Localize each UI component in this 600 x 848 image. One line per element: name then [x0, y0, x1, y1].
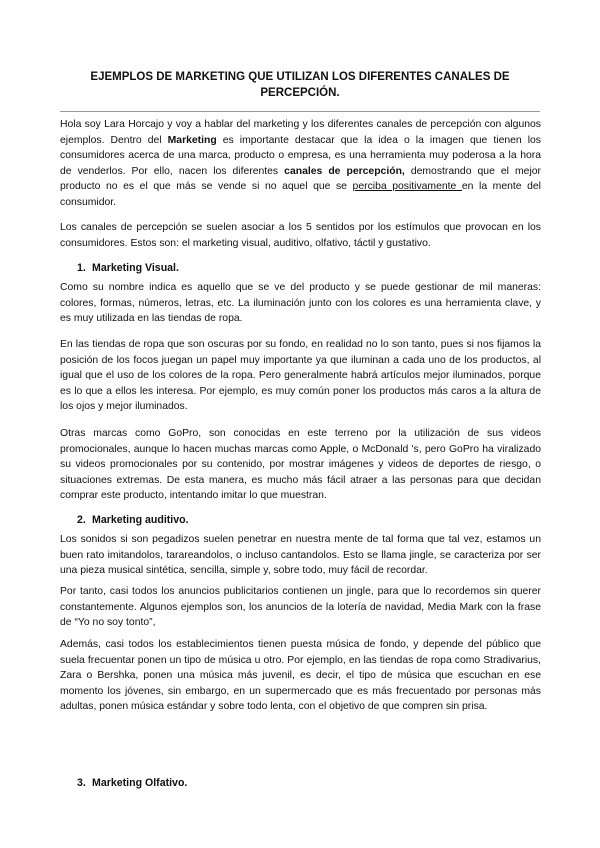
intro-text-2: es importante destacar que la idea o la imagen que tienen los consumidores acerca de una marca, producto o empresa, es una herramienta muy poderosa a la hora de venderlos. Por ello, nacen los diferentes: [60, 134, 541, 177]
section-heading-text: Marketing Visual.: [92, 262, 179, 274]
section-heading-auditivo: [77, 513, 189, 528]
title-divider: [60, 111, 540, 112]
section-number: 2.: [77, 514, 86, 526]
auditivo-paragraph-1: Los sonidos si son pegadizos suelen penetrar en nuestra mente de tal forma que tal vez, estamos un buen rato imitandolos, tarareandolos, o incluso cantandolos. Esto se llama jingle, se caracteriza por ser una pieza musical sintética, sencilla, simple y, sobre todo, muy fácil de recordar.: [60, 534, 541, 576]
section-heading-text: Marketing Olfativo.: [92, 777, 188, 789]
intro-bold-canales: canales de percepción,: [284, 165, 405, 177]
visual-paragraph-1: Como su nombre indica es aquello que se ve del producto y se puede gestionar de mil maneras: colores, formas, números, letras, etc. La iluminación junto con los colores es una herramienta clave, y es muy utilizada en las tiendas de ropa.: [60, 282, 541, 324]
intro-bold-marketing: Marketing: [167, 134, 217, 146]
section-heading-olfativo: [77, 776, 187, 791]
visual-paragraph-3: Otras marcas como GoPro, son conocidas en este terreno por la utilización de sus videos promocionales, aunque lo hacen muchas marcas como Apple, o McDonald 's, pero GoPro ha viralizado su videos promocionales por su contenido, por mostrar imágenes y videos de deportes de riesgo, o situaciones extremas. De esta manera, es mucho más fácil atraer a las personas para que decidan comprar este producto, intentando imitar lo que muestran.: [60, 428, 541, 501]
section-number: 1.: [77, 262, 86, 274]
canales-paragraph: Los canales de percepción se suelen asociar a los 5 sentidos por los estímulos que provocan en los consumidores. Estos son: el marketing visual, auditivo, olfativo, táctil y gustativo.: [60, 222, 541, 249]
section-number: 3.: [77, 777, 86, 789]
intro-paragraph: [60, 117, 541, 210]
auditivo-paragraph-3: Además, casi todos los establecimientos tienen puesta música de fondo, y depende del público que suela frecuentar ponen un tipo de música u otro. Por ejemplo, en las tiendas de ropa como Stradivarius, Zara o Bershka, ponen una música más juvenil, es decir, el tipo de música que escuchan en ese momento los jóvenes, sin embargo, en un supermercado que es más frecuentado por personas más adultas, ponen música estándar y sobre todo lenta, con el objetivo de que compren sin prisa.: [60, 639, 541, 712]
auditivo-paragraph-2: Por tanto, casi todos los anuncios publicitarios contienen un jingle, para que lo recordemos sin querer constantemente. Algunos ejemplos son, los anuncios de la lotería de navidad, Media Mark con la frase de “Yo no soy tonto”,: [60, 586, 541, 628]
section-heading-visual: [77, 261, 179, 276]
intro-text-3: demostrando que el mejor producto no es el que más se vende si no aquel que se: [60, 165, 541, 192]
visual-paragraph-2: En las tiendas de ropa que son oscuras por su fondo, en realidad no lo son tanto, pues si nos fijamos la posición de los focos juegan un papel muy importante ya que iluminan a cada uno de los productos, al igual que el uso de los colores de la ropa. Pero generalmente habrá artículos mejor iluminados, porque es lo que a ellos les interesa. Por ejemplo, es muy común poner los productos más caros a la altura de los ojos y mejor iluminados.: [60, 339, 541, 412]
section-heading-text: Marketing auditivo.: [92, 514, 189, 526]
document-title: EJEMPLOS DE MARKETING QUE UTILIZAN LOS DIFERENTES CANALES DE PERCEPCIÓN.: [90, 71, 510, 99]
intro-text-1: Hola soy Lara Horcajo y voy a hablar del marketing y los diferentes canales de percepción con algunos ejemplos. Dentro del: [60, 119, 541, 146]
intro-underlined-text: perciba positivamente: [352, 181, 462, 192]
intro-text-4: en la mente del consumidor.: [60, 181, 541, 208]
